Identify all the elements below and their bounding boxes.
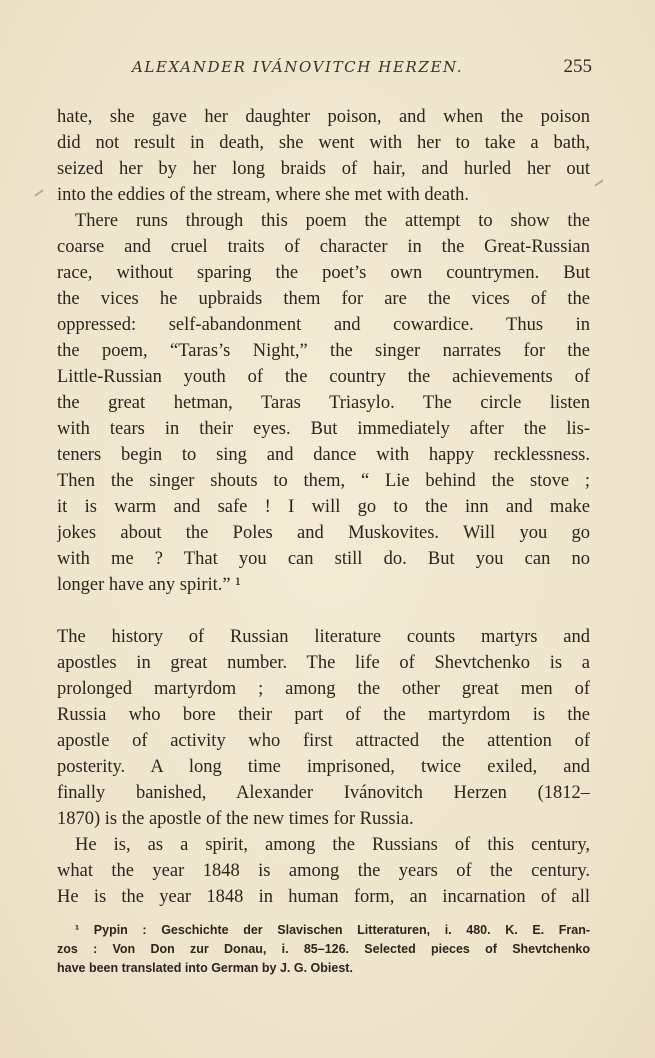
text-line: 1870) is the apostle of the new times for Russia. <box>57 809 414 829</box>
footnote-line: zos : Von Don zur Donau, i. 85–126. Selected pieces of Shevtchenko <box>57 942 590 956</box>
footnote-line: have been translated into German by J. G. Obiest. <box>57 961 353 975</box>
text-line: hate, she gave her daughter poison, and when the poison <box>57 107 590 127</box>
text-line: oppressed: self-abandonment and cowardice. Thus in <box>57 315 590 335</box>
running-head: ALEXANDER IVÁNOVITCH HERZEN. <box>132 58 464 76</box>
text-line: with me ? That you can still do. But you can no <box>57 549 590 569</box>
text-line: seized her by her long braids of hair, and hurled her out <box>57 159 590 179</box>
footnotes <box>57 921 590 978</box>
text-line: race, without sparing the poet’s own countrymen. But <box>57 263 590 283</box>
footnote-line: ¹ Pypin : Geschichte der Slavischen Litteraturen, i. 480. K. E. Fran- <box>75 923 590 937</box>
text-line: did not result in death, she went with her to take a bath, <box>57 133 590 153</box>
text-line: prolonged martyrdom ; among the other great men of <box>57 679 590 699</box>
paragraph-gap <box>57 598 590 624</box>
text-line: posterity. A long time imprisoned, twice exiled, and <box>57 757 590 777</box>
text-line: coarse and cruel traits of character in the Great-Russian <box>57 237 590 257</box>
text-line: apostle of activity who first attracted the attention of <box>57 731 590 751</box>
text-line: Russia who bore their part of the martyrdom is the <box>57 705 590 725</box>
text-line: what the year 1848 is among the years of the century. <box>57 861 590 881</box>
margin-pencil-mark <box>594 179 603 186</box>
text-line: He is the year 1848 in human form, an incarnation of all <box>57 887 590 907</box>
text-line: finally banished, Alexander Ivánovitch Herzen (1812– <box>57 783 590 803</box>
body-text <box>57 104 590 910</box>
text-line: the great hetman, Taras Triasylo. The circle listen <box>57 393 590 413</box>
margin-pencil-mark <box>34 189 43 196</box>
text-line: it is warm and safe ! I will go to the inn and make <box>57 497 590 517</box>
text-line: into the eddies of the stream, where she met with death. <box>57 185 470 205</box>
text-line: the vices he upbraids them for are the vices of the <box>57 289 590 309</box>
text-line: teners begin to sing and dance with happy recklessness. <box>57 445 590 465</box>
text-line: the poem, “Taras’s Night,” the singer narrates for the <box>57 341 590 361</box>
text-line: longer have any spirit.” ¹ <box>57 575 241 595</box>
text-line: jokes about the Poles and Muskovites. Will you go <box>57 523 590 543</box>
text-line: He is, as a spirit, among the Russians of this century, <box>75 835 590 855</box>
text-line: Little-Russian youth of the country the achievements of <box>57 367 590 387</box>
page-header <box>58 56 592 82</box>
page-number: 255 <box>563 56 592 77</box>
text-line: There runs through this poem the attempt to show the <box>75 211 590 231</box>
text-line: Then the singer shouts to them, “ Lie behind the stove ; <box>57 471 590 491</box>
text-line: apostles in great number. The life of Shevtchenko is a <box>57 653 590 673</box>
text-line: with tears in their eyes. But immediately after the lis- <box>57 419 590 439</box>
text-line: The history of Russian literature counts martyrs and <box>57 627 590 647</box>
